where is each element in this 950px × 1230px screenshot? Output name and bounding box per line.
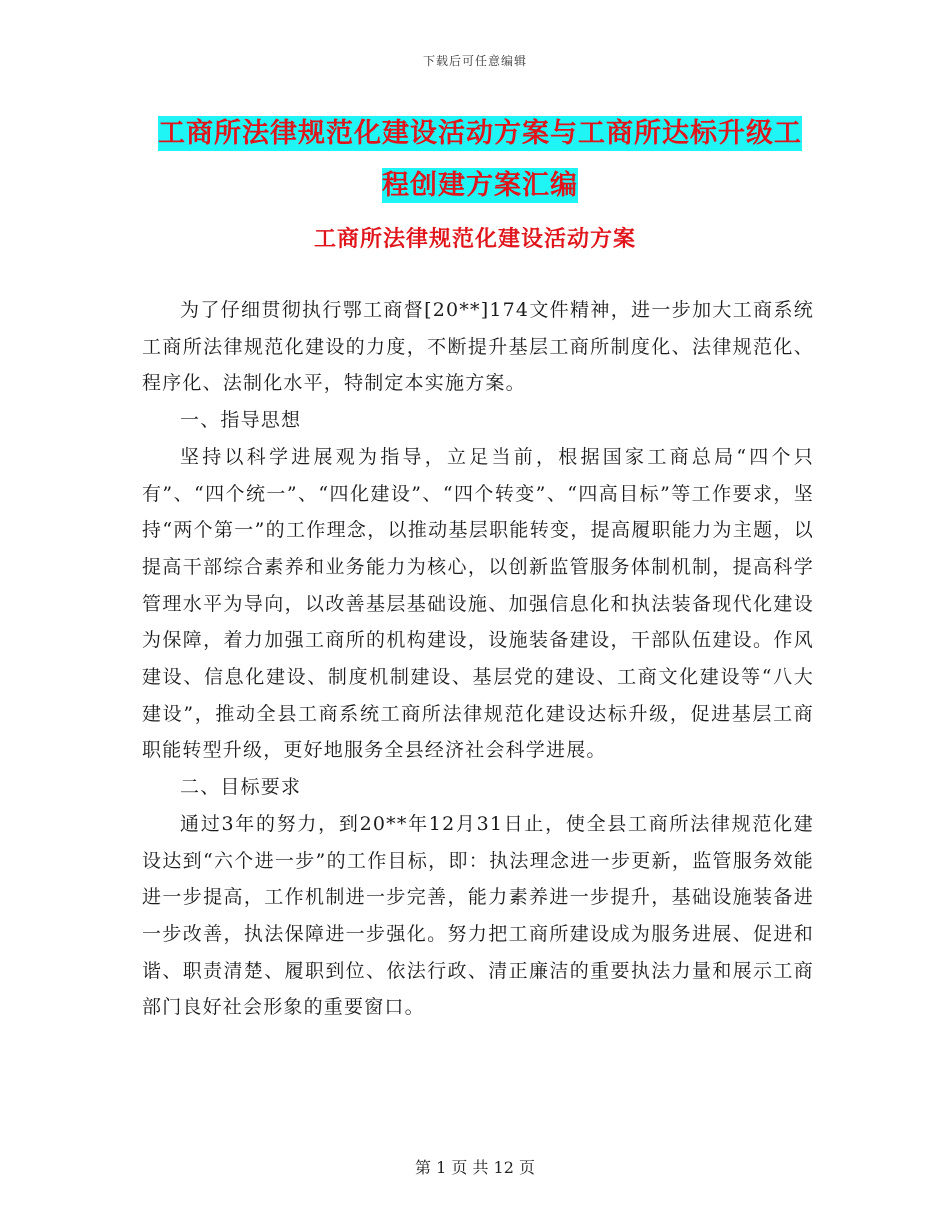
paragraph-guiding-ideology: 坚持以科学进展观为指导，立足当前，根据国家工商总局“四个只有”、“四个统一”、“四化建设”、“四个转变”、“四高目标”等工作要求，坚持“两个第一”的工作理念，以推动基层职能转变，提高履职能力为主题，以提高干部综合素养和业务能力为核心，以创新监管服务体制机制，提高科学管理水平为导向，以改善基层基础设施、加强信息化和执法装备现代化建设为保障，着力加强工商所的机构建设，设施装备建设，干部队伍建设。作风建设、信息化建设、制度机制建设、基层党的建设、工商文化建设等“八大建设”，推动全县工商系统工商所法律规范化建设达标升级，促进基层工商职能转型升级，更好地服务全县经济社会科学进展。 <box>142 445 814 762</box>
section-title: 工商所法律规范化建设活动方案 <box>313 227 636 252</box>
heading-target-requirements: 二、目标要求 <box>180 776 302 799</box>
paragraph-target-requirements: 通过3年的努力，到20**年12月31日止，使全县工商所法律规范化建设达到“六个进一步”的工作目标，即：执法理念进一步更新，监管服务效能进一步提高，工作机制进一步完善，能力素养进一步提升，基础设施装备进一步改善，执法保障进一步强化。努力把工商所建设成为服务进展、促进和谐、职责清楚、履职到位、依法行政、清正廉洁的重要执法力量和展示工商部门良好社会形象的重要窗口。 <box>142 812 814 1019</box>
document-title-line2: 程创建方案汇编 <box>382 170 578 201</box>
document-title-line1: 工商所法律规范化建设活动方案与工商所达标升级工 <box>158 118 802 149</box>
heading-guiding-ideology: 一、指导思想 <box>180 409 302 432</box>
paragraph-intro: 为了仔细贯彻执行鄂工商督[20**]174文件精神，进一步加大工商系统工商所法律规范化建设的力度，不断提升基层工商所制度化、法律规范化、程序化、法制化水平，特制定本实施方案。 <box>142 299 814 395</box>
document-body <box>142 292 814 1026</box>
document-title <box>140 108 820 212</box>
page-header-note: 下载后可任意编辑 <box>422 54 527 68</box>
page-number: 第 1 页 共 12 页 <box>415 1158 535 1177</box>
